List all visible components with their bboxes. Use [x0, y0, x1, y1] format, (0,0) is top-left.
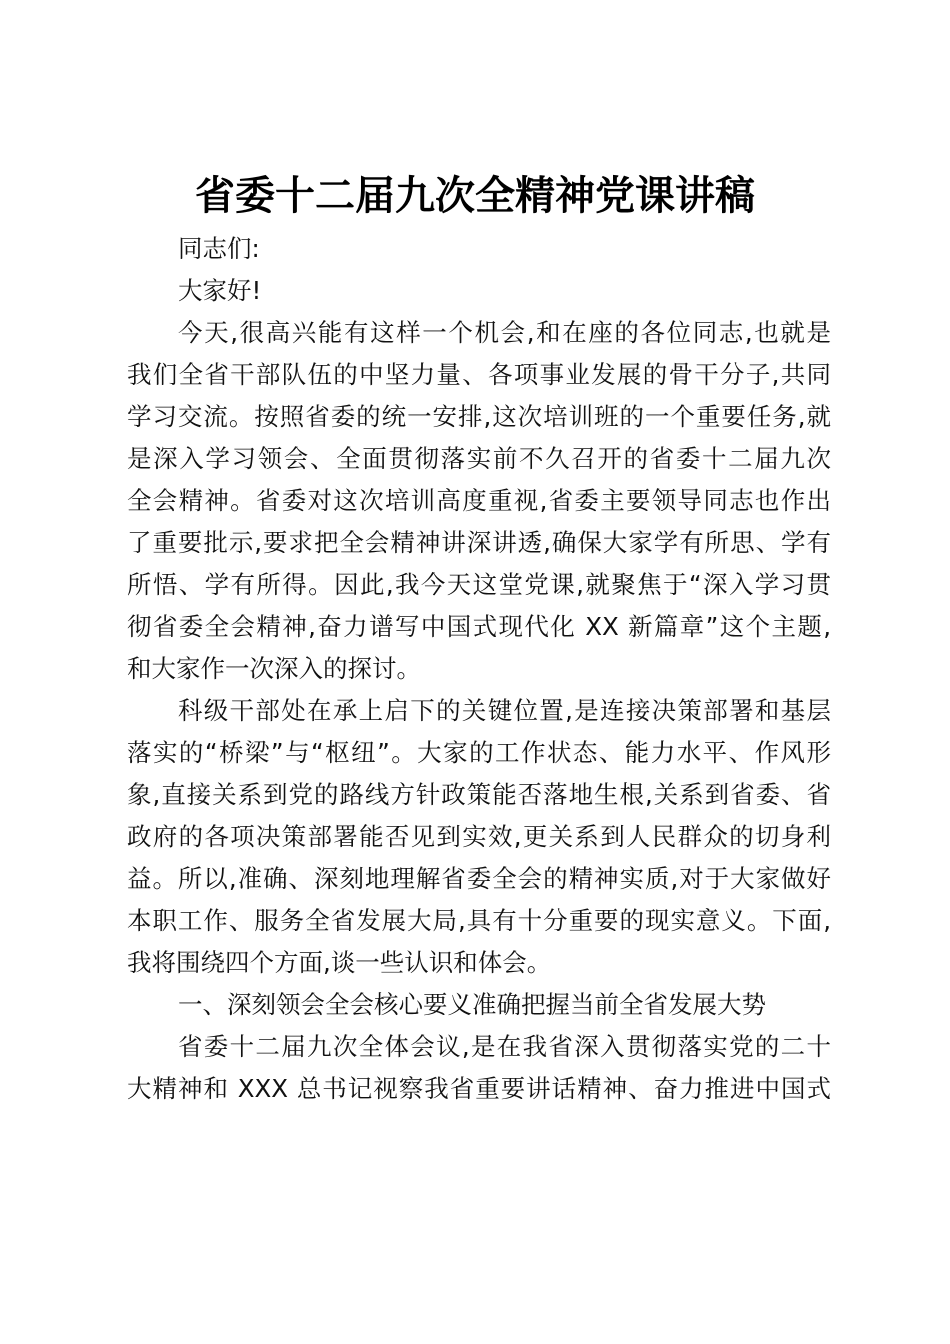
paragraph-line: 学习交流。按照省委的统一安排,这次培训班的一个重要任务,就: [127, 402, 831, 431]
paragraph-line: 省委十二届九次全体会议,是在我省深入贯彻落实党的二十: [178, 1032, 831, 1061]
paragraph-line: 象,直接关系到党的路线方针政策能否落地生根,关系到省委、省: [127, 780, 831, 809]
paragraph-line: 大精神和 XXX 总书记视察我省重要讲话精神、奋力推进中国式: [127, 1074, 831, 1103]
paragraph-line: 科级干部处在承上启下的关键位置,是连接决策部署和基层: [178, 696, 831, 725]
paragraph-line: 我们全省干部队伍的中坚力量、各项事业发展的骨干分子,共同: [127, 360, 831, 389]
paragraph-line: 了重要批示,要求把全会精神讲深讲透,确保大家学有所思、学有: [127, 528, 831, 557]
paragraph-line: 全会精神。省委对这次培训高度重视,省委主要领导同志也作出: [127, 486, 831, 515]
document-title: 省委十二届九次全精神党课讲稿: [195, 173, 755, 219]
paragraph-line: 是深入学习领会、全面贯彻落实前不久召开的省委十二届九次: [127, 444, 831, 473]
paragraph-line: 今天,很高兴能有这样一个机会,和在座的各位同志,也就是: [178, 318, 831, 347]
paragraph-line: 益。所以,准确、深刻地理解省委全会的精神实质,对于大家做好: [127, 864, 831, 893]
section-heading: 一、深刻领会全会核心要义准确把握当前全省发展大势: [178, 990, 766, 1019]
paragraph-line: 落实的“桥梁”与“枢纽”。大家的工作状态、能力水平、作风形: [127, 738, 831, 767]
paragraph-line: 政府的各项决策部署能否见到实效,更关系到人民群众的切身利: [127, 822, 831, 851]
paragraph-line: 所悟、学有所得。因此,我今天这堂党课,就聚焦于“深入学习贯: [127, 570, 831, 599]
paragraph-opening: [127, 312, 837, 690]
paragraph-line: 和大家作一次深入的探讨。: [127, 654, 421, 683]
greeting: 大家好!: [178, 276, 262, 305]
paragraph-line: 本职工作、服务全省发展大局,具有十分重要的现实意义。下面,: [127, 906, 831, 935]
document-body: [127, 228, 837, 1110]
paragraph-section-one: [127, 1026, 837, 1110]
paragraph-line: 我将围绕四个方面,谈一些认识和体会。: [127, 948, 552, 977]
paragraph-line: 彻省委全会精神,奋力谱写中国式现代化 XX 新篇章”这个主题,: [127, 612, 831, 641]
salutation: 同志们:: [178, 234, 260, 263]
paragraph-cadres: [127, 690, 837, 984]
